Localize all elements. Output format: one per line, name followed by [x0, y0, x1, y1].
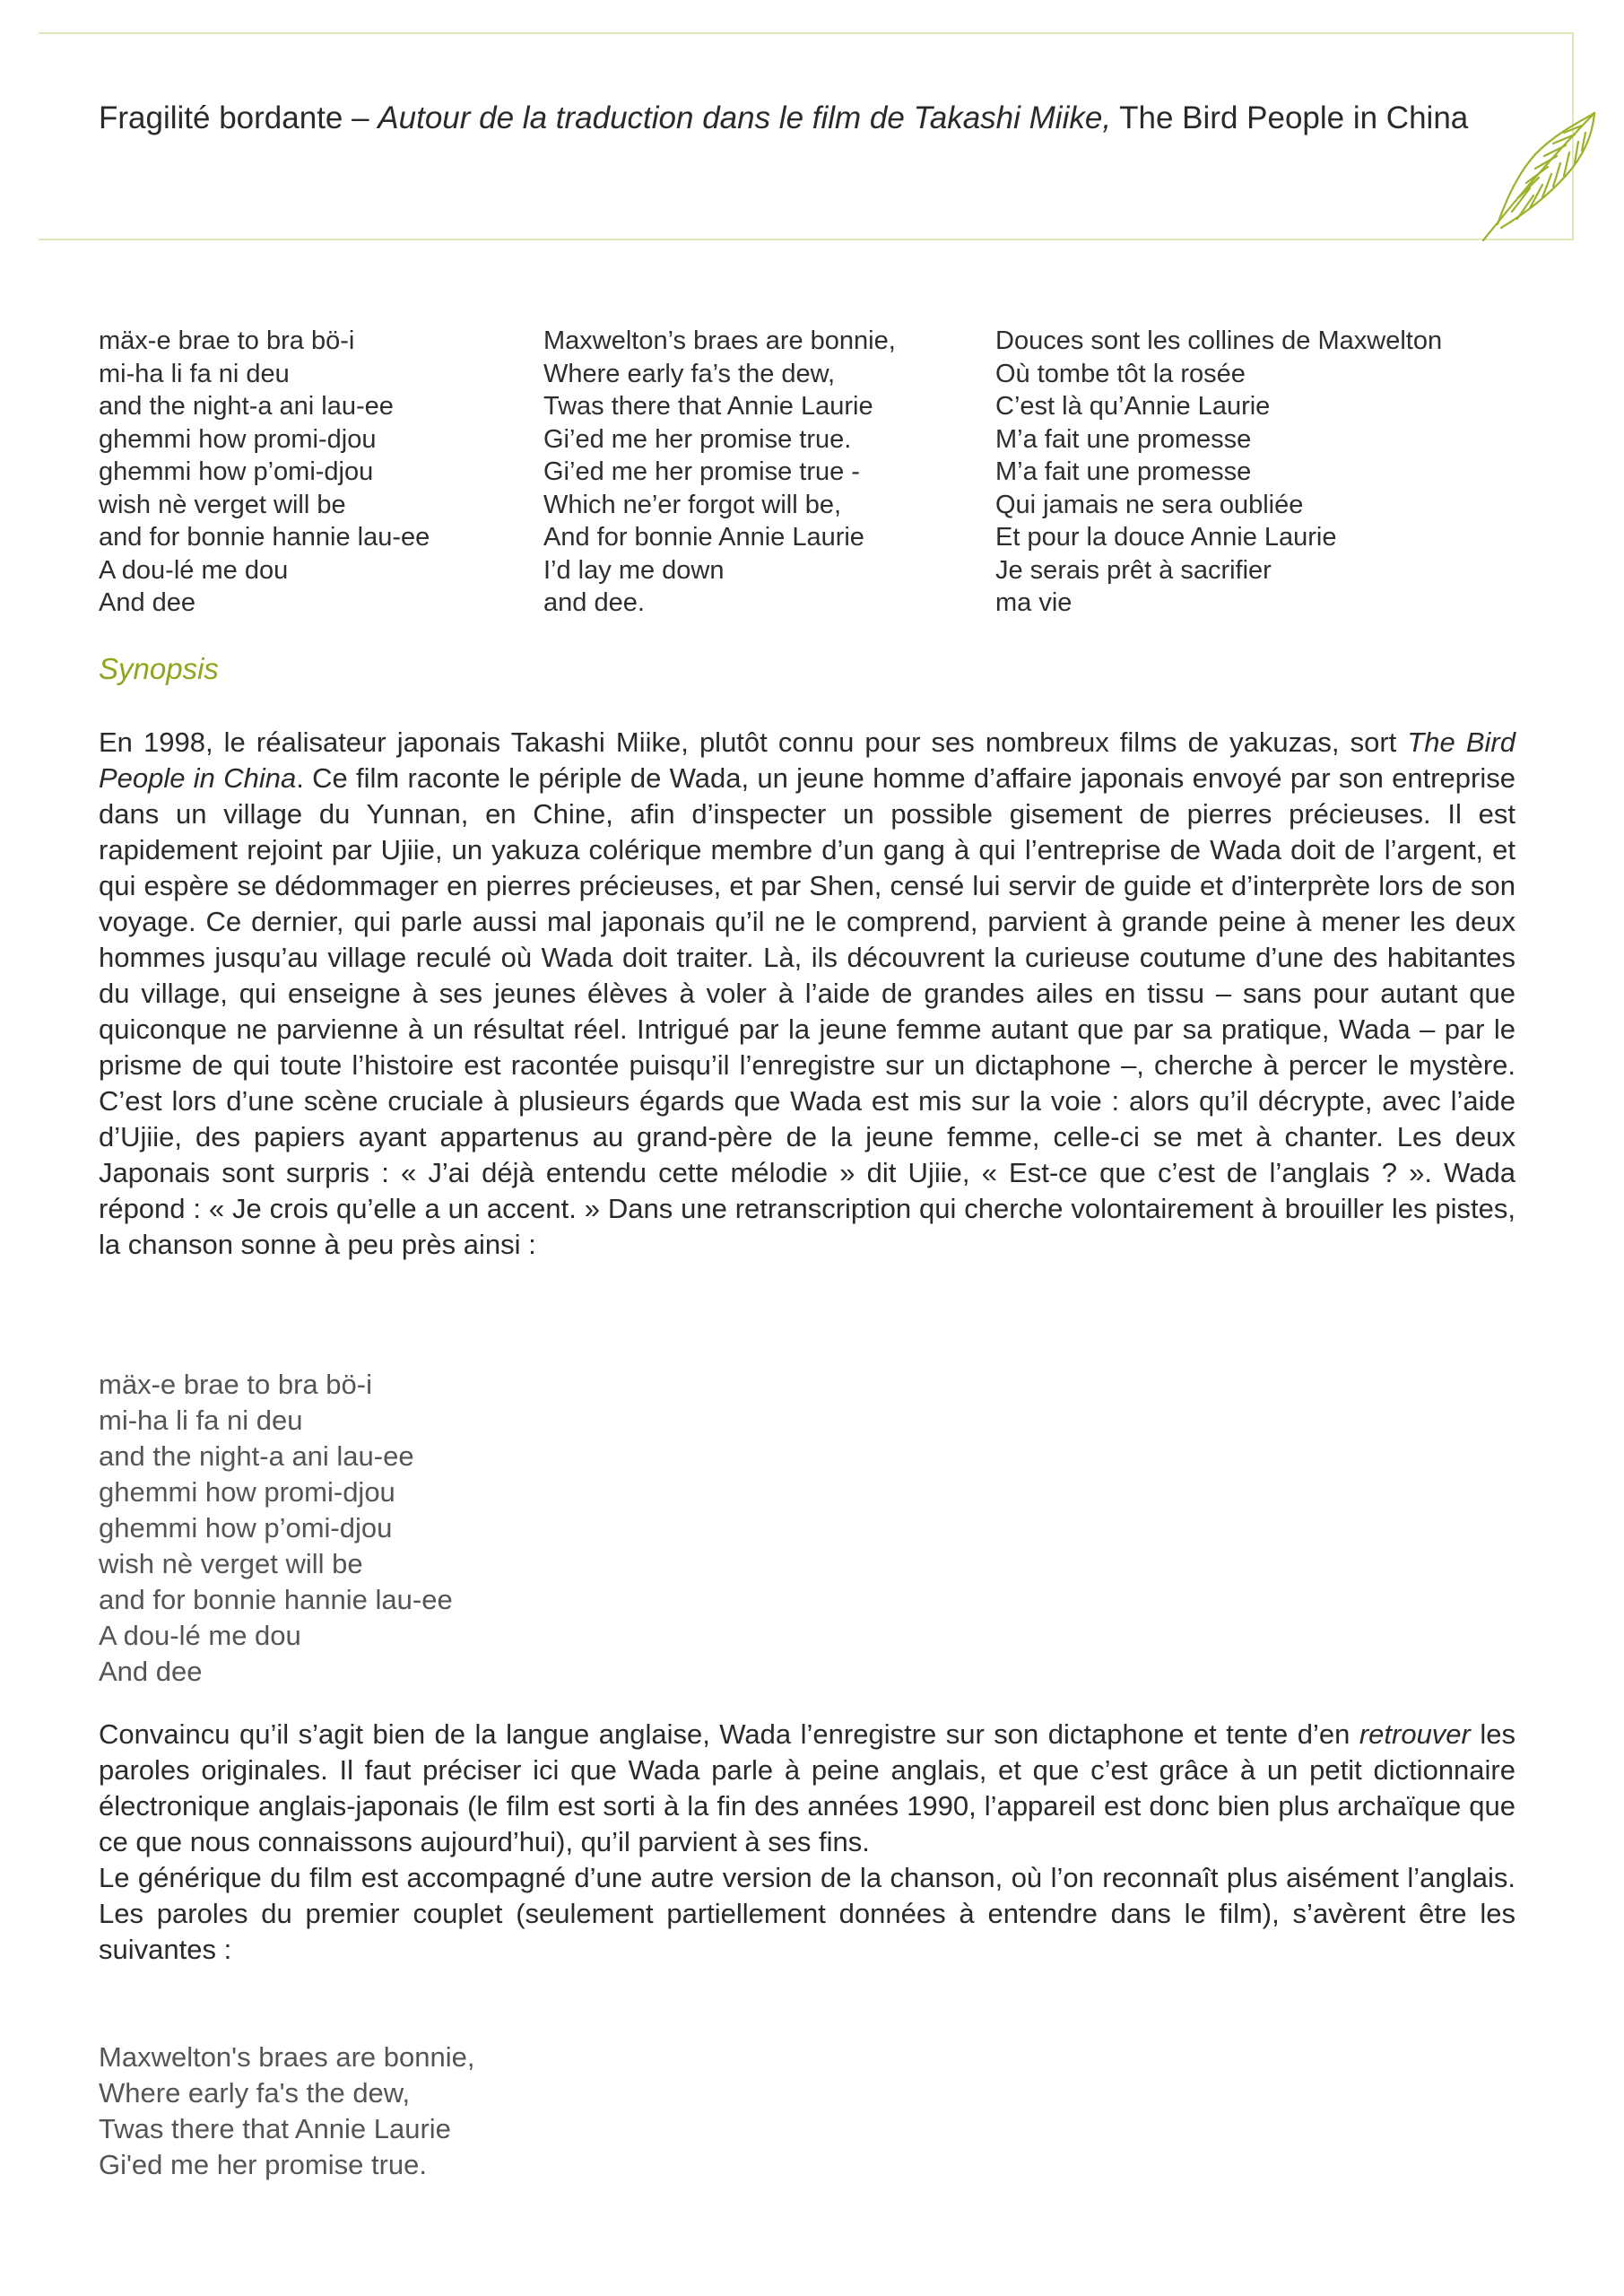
- poem-line: Which ne’er forgot will be,: [543, 490, 842, 519]
- body-paragraph: [99, 725, 1515, 1263]
- poem-line: Douces sont les collines de Maxwelton: [995, 326, 1443, 355]
- lyric-line: Twas there that Annie Laurie: [99, 2113, 451, 2144]
- paragraph-text: Convaincu qu’il s’agit bien de la langue anglaise, Wada l’enregistre sur son dictaphone et tente d’en: [99, 1718, 1359, 1750]
- poem-line: mäx-e brae to bra bö-i: [99, 326, 355, 355]
- emphasis: retrouver: [1359, 1718, 1471, 1750]
- lyric-line: Where early fa's the dew,: [99, 2077, 411, 2109]
- paragraph-text: les paroles originales. Il faut préciser ici que Wada parle à peine anglais, et que c’est grâce à un petit dictionnaire électronique anglais-japonais (le film est sorti à la fin des années 1990, l’appareil est donc bien plus archaïque que ce que nous connaissons aujourd’hui), qu’il parvient à ses fins.: [99, 1718, 1515, 1857]
- lyric-line: wish nè verget will be: [99, 1548, 363, 1579]
- poem-column-transcription: [99, 325, 430, 620]
- lyric-line: mäx-e brae to bra bö-i: [99, 1369, 372, 1400]
- poem-column-english: [543, 325, 896, 620]
- poem-line: Gi’ed me her promise true -: [543, 457, 860, 486]
- lyric-line: ghemmi how promi-djou: [99, 1476, 395, 1508]
- poem-line: ma vie: [995, 588, 1073, 617]
- poem-line: I’d lay me down: [543, 555, 725, 585]
- poem-line: ghemmi how promi-djou: [99, 424, 377, 454]
- header-title-prefix: Fragilité bordante –: [99, 100, 378, 135]
- poem-line: Gi’ed me her promise true.: [543, 424, 852, 454]
- page-header-title: [99, 99, 1515, 137]
- lyric-line: ghemmi how p’omi-djou: [99, 1512, 393, 1544]
- poem-line: Maxwelton’s braes are bonnie,: [543, 326, 896, 355]
- poem-line: and the night-a ani lau-ee: [99, 392, 394, 421]
- poem-line: A dou-lé me dou: [99, 555, 289, 585]
- poem-line: and for bonnie hannie lau-ee: [99, 523, 430, 552]
- poem-column-french: [995, 325, 1442, 620]
- lyric-line: Maxwelton's braes are bonnie,: [99, 2041, 475, 2073]
- poem-line: Twas there that Annie Laurie: [543, 392, 873, 421]
- poem-line: wish nè verget will be: [99, 490, 346, 519]
- body-paragraph: [99, 1717, 1515, 1860]
- lyrics-transcription: [99, 1367, 453, 1690]
- poem-line: mi-ha li fa ni deu: [99, 359, 290, 388]
- poem-line: C’est là qu’Annie Laurie: [995, 392, 1271, 421]
- feather-icon: [1471, 106, 1605, 249]
- poem-line: Et pour la douce Annie Laurie: [995, 523, 1337, 552]
- poem-line: And for bonnie Annie Laurie: [543, 523, 864, 552]
- lyric-line: Gi'ed me her promise true.: [99, 2149, 428, 2180]
- lyric-line: A dou-lé me dou: [99, 1620, 301, 1651]
- poem-line: ghemmi how p’omi-djou: [99, 457, 374, 486]
- poem-line: And dee: [99, 588, 196, 617]
- header-title-italic: Autour de la traduction dans le film de Takashi Miike,: [378, 100, 1112, 135]
- lyric-line: mi-ha li fa ni deu: [99, 1405, 303, 1436]
- poem-line: Où tombe tôt la rosée: [995, 359, 1246, 388]
- poem-line: Where early fa’s the dew,: [543, 359, 836, 388]
- poem-line: M’a fait une promesse: [995, 457, 1252, 486]
- section-heading-synopsis: Synopsis: [99, 652, 219, 685]
- header-title-suffix: The Bird People in China: [1111, 100, 1469, 135]
- film-title: The Bird People in China: [99, 726, 1515, 794]
- paragraph-text: En 1998, le réalisateur japonais Takashi Miike, plutôt connu pour ses nombreux films de yakuzas, sort: [99, 726, 1408, 758]
- poem-line: and dee.: [543, 588, 645, 617]
- poem-line: Qui jamais ne sera oubliée: [995, 490, 1304, 519]
- paragraph-text: . Ce film raconte le périple de Wada, un jeune homme d’affaire japonais envoyé par son entreprise dans un village du Yunnan, en Chine, afin d’inspecter un possible gisement de pierres précieuses. Il est rapidement rejoint par Ujiie, un yakuza colérique membre d’un gang à qui l’entreprise de Wada doit de l’argent, et qui espère se dédommager en pierres précieuses, et par Shen, censé lui servir de guide et d’interprète lors de son voyage. Ce dernier, qui parle aussi mal japonais qu’il ne le comprend, parvient à grande peine à mener les deux hommes jusqu’au village reculé où Wada doit traiter. Là, ils découvrent la curieuse coutume d’une des habitantes du village, qui enseigne à ses jeunes élèves à voler à l’aide de grandes ailes en tissu – sans pour autant que quiconque ne parvienne à un résultat réel. Intrigué par la jeune femme autant que par sa pratique, Wada – par le prisme de qui toute l’histoire est racontée puisqu’il l’enregistre sur un dictaphone –, cherche à percer le mystère. C’est lors d’une scène cruciale à plusieurs égards que Wada est mis sur la voie : alors qu’il décrypte, avec l’aide d’Ujiie, des papiers ayant appartenus au grand-père de la jeune femme, celle-ci se met à chanter. Les deux Japonais sont surpris : « J’ai déjà entendu cette mélodie » dit Ujiie, « Est-ce que c’est de l’anglais ? ». Wada répond : « Je crois qu’elle a un accent. » Dans une retranscription qui cherche volontairement à brouiller les pistes, la chanson sonne à peu près ainsi :: [99, 762, 1515, 1260]
- body-paragraph: Le générique du film est accompagné d’une autre version de la chanson, où l’on reconnaît plus aisément l’anglais. Les paroles du premier couplet (seulement partiellement données à entendre dans le film), s’avèrent être les suivantes :: [99, 1862, 1515, 1965]
- lyrics-english: [99, 2039, 474, 2183]
- lyric-line: and the night-a ani lau-ee: [99, 1440, 414, 1472]
- lyric-line: and for bonnie hannie lau-ee: [99, 1584, 453, 1615]
- poem-columns: [99, 325, 1524, 621]
- poem-line: M’a fait une promesse: [995, 424, 1252, 454]
- poem-line: Je serais prêt à sacrifier: [995, 555, 1272, 585]
- lyric-line: And dee: [99, 1656, 203, 1687]
